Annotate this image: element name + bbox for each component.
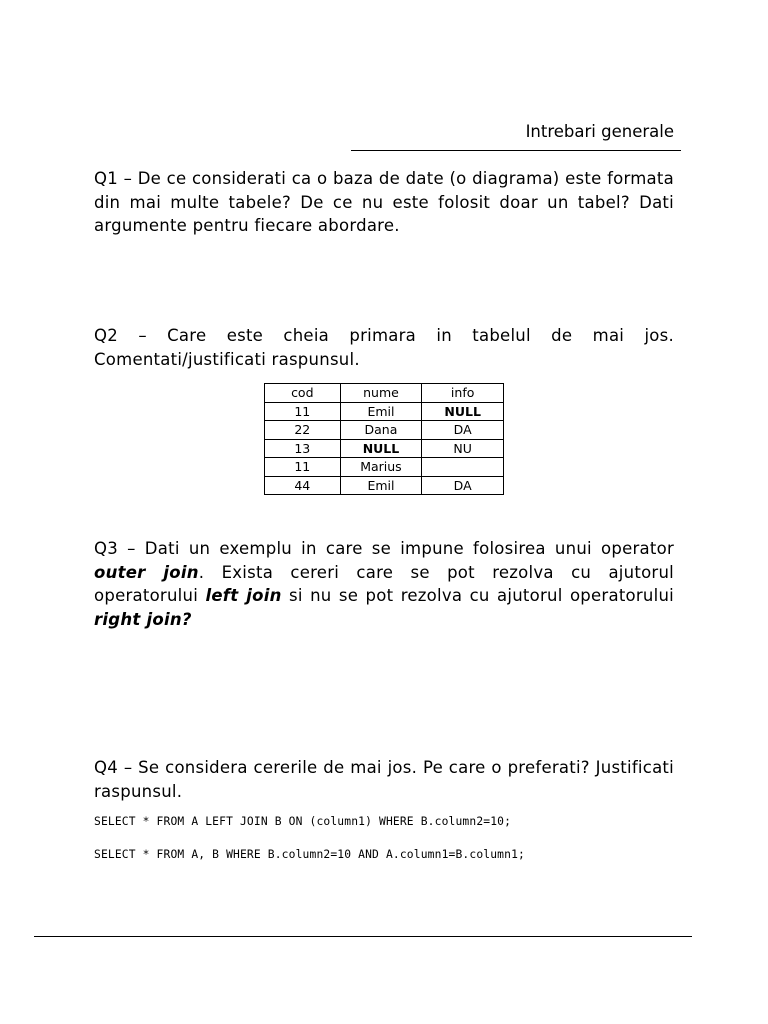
table-row (265, 439, 504, 458)
table-cell: NULL (422, 402, 504, 421)
question-2: Q2 – Care este cheia primara in tabelul de mai jos. Comentati/justificati raspunsul. (94, 326, 674, 369)
table-cell: Emil (340, 476, 422, 495)
term-right-join: right join? (94, 609, 192, 629)
table-row (265, 476, 504, 495)
table-header-row (265, 384, 504, 403)
term-outer-join: outer join (94, 562, 199, 582)
table-cell: 44 (265, 476, 341, 495)
question-3-text: si nu se pot rezolva cu ajutorul operatorului (281, 586, 675, 605)
question-3 (94, 537, 674, 631)
table-cell (422, 458, 504, 477)
table-row (265, 402, 504, 421)
table-cell: 11 (265, 402, 341, 421)
column-header: nume (340, 384, 422, 403)
table-cell: 11 (265, 458, 341, 477)
section-title: Intrebari generale (525, 122, 674, 141)
question-3-text: Q3 – Dati un exemplu in care se impune folosirea unui operator (94, 539, 674, 558)
table-row (265, 421, 504, 440)
term-left-join: left join (205, 586, 282, 605)
table-cell: Emil (340, 402, 422, 421)
table-cell: DA (422, 476, 504, 495)
table-cell: NU (422, 439, 504, 458)
question-3-text: . Exista cereri care se pot rezolva cu ajutorul operatorului (94, 562, 674, 605)
data-table (264, 383, 504, 495)
table-cell: 13 (265, 439, 341, 458)
question-1: Q1 – De ce considerati ca o baza de date (o diagrama) este formata din mai multe tabele? De ce nu este folosit doar un tabel? Dati argumente pentru fiecare abordare. (94, 169, 674, 235)
column-header: info (422, 384, 504, 403)
header-divider (351, 150, 681, 151)
column-header: cod (265, 384, 341, 403)
sql-query-1: SELECT * FROM A LEFT JOIN B ON (column1) WHERE B.column2=10; (94, 815, 512, 828)
table-cell: 22 (265, 421, 341, 440)
table-cell: Marius (340, 458, 422, 477)
table-cell: Dana (340, 421, 422, 440)
table-row (265, 458, 504, 477)
question-4: Q4 – Se considera cererile de mai jos. Pe care o preferati? Justificati raspunsul. (94, 758, 674, 801)
footer-divider (34, 936, 692, 937)
sql-query-2: SELECT * FROM A, B WHERE B.column2=10 AND A.column1=B.column1; (94, 848, 525, 861)
table-cell: NULL (340, 439, 422, 458)
table-cell: DA (422, 421, 504, 440)
